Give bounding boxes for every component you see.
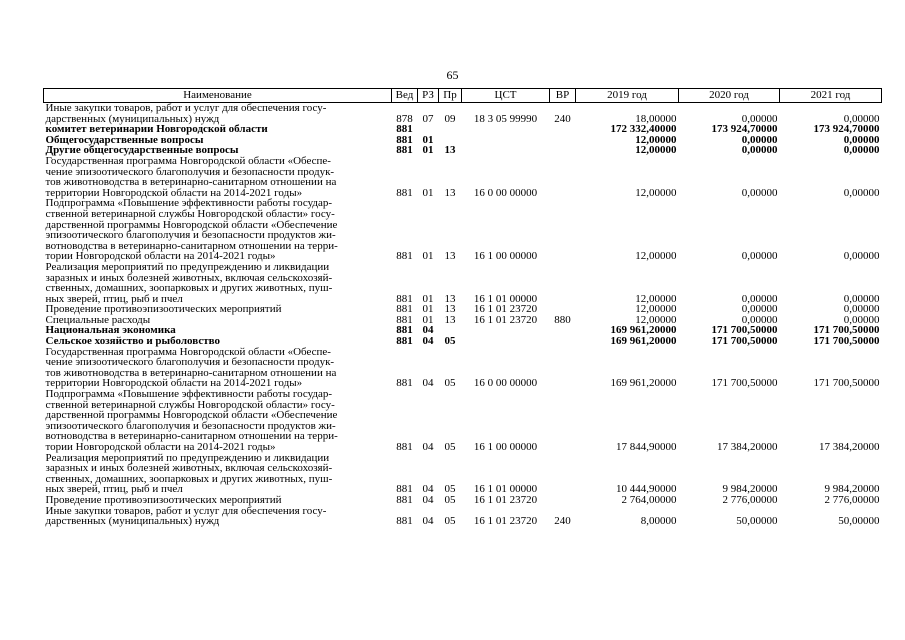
cell-vr <box>550 156 576 198</box>
cell-name: Реализация мероприятий по предупреждению и ликвидации заразных и иных болезней животных, включая сельскохозяй- ственных, домашних, зоопарковых и других животных, пуш- ных зверей, птиц, рыб и пчел <box>45 451 333 496</box>
cell-cst <box>462 135 550 146</box>
cell-vr <box>550 124 576 135</box>
cell-rz: 04 <box>422 483 434 496</box>
cell-2019: 12,00000 <box>635 133 677 146</box>
table-body <box>44 103 882 527</box>
cell-ved: 881 <box>396 292 413 305</box>
cell-2020: 171 700,50000 <box>711 335 778 348</box>
budget-table <box>43 88 882 527</box>
cell-pr <box>439 124 462 135</box>
cell-2021: 0,00000 <box>843 112 880 125</box>
cell-ved: 881 <box>396 441 413 453</box>
cell-2020: 0,00000 <box>741 186 778 199</box>
header-pr: Пр <box>439 89 462 103</box>
cell-2020: 171 700,50000 <box>711 324 778 337</box>
cell-rz: 04 <box>422 335 434 348</box>
table-header-row <box>44 89 882 103</box>
cell-name: Государственная программа Новгородской области «Обеспе- чение эпизоотического благополучия и безопасности продук- тов животноводства в ветеринарно-санитарном отношении на территории Новгородской области на 2014-2021 годы» <box>45 154 337 199</box>
cell-rz: 01 <box>422 303 434 316</box>
cell-2021: 2 776,00000 <box>824 493 880 506</box>
cell-name: Специальные расходы <box>45 313 151 326</box>
cell-cst: 16 1 01 23720 <box>473 313 538 326</box>
cell-vr <box>550 347 576 389</box>
cell-pr: 09 <box>444 112 456 125</box>
cell-cst <box>462 325 550 336</box>
cell-2019: 169 961,20000 <box>610 324 677 337</box>
cell-2019: 169 961,20000 <box>610 377 677 390</box>
cell-pr: 05 <box>444 335 456 348</box>
header-vr: ВР <box>550 89 576 103</box>
cell-2021: 171 700,50000 <box>813 335 880 348</box>
cell-rz: 01 <box>422 292 434 305</box>
cell-rz: 04 <box>422 324 434 337</box>
cell-2021: 171 700,50000 <box>813 324 880 337</box>
page-number: 65 <box>446 68 459 82</box>
cell-ved: 881 <box>396 335 413 348</box>
cell-2020: 0,00000 <box>741 303 778 316</box>
cell-2019: 2 764,00000 <box>621 493 677 506</box>
cell-cst: 16 1 01 00000 <box>473 292 538 305</box>
table-row <box>44 495 882 506</box>
cell-vr <box>550 145 576 156</box>
cell-ved: 881 <box>396 250 413 263</box>
header-rz: РЗ <box>418 89 439 103</box>
cell-2020: 0,00000 <box>741 250 778 263</box>
cell-ved: 881 <box>396 313 413 326</box>
cell-vr: 240 <box>554 515 571 528</box>
cell-name: Подпрограмма «Повышение эффективности работы государ- ственной ветеринарной службы Новгородской области» госу- дарственной программы Новгородской области «Обеспечение эпизоотического благополучия и безопасности продуктов жи- вотноводства в ветеринарно-санитарном отношении на терри- тории Новгородской области на 2014-2021 годы» <box>45 388 338 453</box>
cell-2019: 169 961,20000 <box>610 335 677 348</box>
table-row <box>44 389 882 453</box>
cell-vr <box>550 135 576 146</box>
cell-ved: 881 <box>396 303 413 316</box>
cell-2021: 17 384,20000 <box>819 441 880 453</box>
cell-name: Сельское хозяйство и рыболовство <box>45 335 220 348</box>
cell-name: Проведение противоэпизоотических мероприятий <box>45 303 282 316</box>
cell-rz: 04 <box>422 493 434 506</box>
cell-2021: 0,00000 <box>843 186 880 199</box>
cell-2020: 9 984,20000 <box>722 483 778 496</box>
cell-pr: 13 <box>444 303 456 316</box>
cell-ved: 878 <box>396 112 413 125</box>
cell-pr: 13 <box>444 313 456 326</box>
cell-cst: 16 0 00 00000 <box>473 186 538 199</box>
cell-2021: 173 924,70000 <box>813 123 880 136</box>
cell-rz: 01 <box>422 250 434 263</box>
cell-cst: 16 0 00 00000 <box>473 377 538 390</box>
cell-2021: 171 700,50000 <box>813 377 880 390</box>
cell-ved: 881 <box>396 377 413 390</box>
header-cst: ЦСТ <box>462 89 550 103</box>
cell-vr <box>550 336 576 347</box>
cell-2020: 2 776,00000 <box>722 493 778 506</box>
cell-pr: 05 <box>444 493 456 506</box>
cell-ved: 881 <box>396 133 413 146</box>
cell-pr: 05 <box>444 483 456 496</box>
cell-pr: 05 <box>444 377 456 390</box>
header-name: Наименование <box>44 89 392 103</box>
cell-2020: 171 700,50000 <box>711 377 778 390</box>
cell-2019: 12,00000 <box>635 144 677 157</box>
cell-pr: 05 <box>444 515 456 528</box>
cell-vr: 880 <box>554 313 571 326</box>
cell-2019: 12,00000 <box>635 292 677 305</box>
cell-rz: 04 <box>422 377 434 390</box>
cell-pr: 13 <box>444 250 456 263</box>
cell-vr <box>550 325 576 336</box>
cell-ved: 881 <box>396 324 413 337</box>
cell-rz: 01 <box>422 133 434 146</box>
cell-2021: 0,00000 <box>843 292 880 305</box>
cell-name: Государственная программа Новгородской области «Обеспе- чение эпизоотического благополучия и безопасности продук- тов животноводства в ветеринарно-санитарном отношении на территории Новгородской области на 2014-2021 годы» <box>45 345 337 390</box>
cell-name: Подпрограмма «Повышение эффективности работы государ- ственной ветеринарной службы Новгородской области» госу- дарственной программы Новгородской области «Обеспечение эпизоотического благополучия и безопасности продуктов жи- вотноводства в ветеринарно-санитарном отношении на терри- тории Новгородской области на 2014-2021 годы» <box>45 197 338 263</box>
cell-2021: 0,00000 <box>843 303 880 316</box>
cell-2021: 0,00000 <box>843 313 880 326</box>
cell-2019: 12,00000 <box>635 250 677 263</box>
cell-rz: 04 <box>422 515 434 528</box>
cell-ved: 881 <box>396 483 413 496</box>
table-row <box>44 198 882 262</box>
cell-cst: 16 1 01 23720 <box>473 515 538 528</box>
cell-vr: 240 <box>554 112 571 125</box>
cell-ved: 881 <box>396 144 413 157</box>
cell-2020: 50,00000 <box>736 515 778 528</box>
cell-ved: 881 <box>396 123 413 136</box>
cell-2019: 10 444,90000 <box>616 483 677 496</box>
table-row <box>44 506 882 527</box>
cell-2020: 0,00000 <box>741 292 778 305</box>
cell-name: Реализация мероприятий по предупреждению и ликвидации заразных и иных болезней животных, включая сельскохозяй- ственных, домашних, зоопарковых и других животных, пуш- ных зверей, птиц, рыб и пчел <box>45 260 333 305</box>
cell-2020: 0,00000 <box>741 313 778 326</box>
cell-2021: 9 984,20000 <box>824 483 880 496</box>
cell-2020: 173 924,70000 <box>711 123 778 136</box>
cell-name: Другие общегосударственные вопросы <box>45 144 239 157</box>
cell-2019: 172 332,40000 <box>610 123 677 136</box>
cell-2020: 0,00000 <box>741 144 778 157</box>
cell-name: Национальная экономика <box>45 324 176 337</box>
cell-name: Иные закупки товаров, работ и услуг для обеспечения госу- дарственных (муниципальных) нужд <box>45 504 327 528</box>
cell-2019: 12,00000 <box>635 303 677 316</box>
cell-2020: 0,00000 <box>741 112 778 125</box>
cell-name: Общегосударственные вопросы <box>45 133 204 146</box>
cell-cst: 16 1 01 23720 <box>473 303 538 316</box>
cell-vr <box>550 389 576 453</box>
cell-vr <box>550 495 576 506</box>
cell-vr <box>550 198 576 262</box>
cell-ved: 881 <box>396 186 413 199</box>
cell-ved: 881 <box>396 515 413 528</box>
cell-2020: 0,00000 <box>741 133 778 146</box>
cell-pr: 13 <box>444 186 456 199</box>
cell-2019: 8,00000 <box>640 515 677 528</box>
cell-2019: 12,00000 <box>635 186 677 199</box>
cell-ved: 881 <box>396 493 413 506</box>
cell-name: Проведение противоэпизоотических мероприятий <box>45 493 282 506</box>
cell-2021: 0,00000 <box>843 144 880 157</box>
cell-cst <box>462 124 550 135</box>
cell-2021: 50,00000 <box>838 515 880 528</box>
table-row <box>44 347 882 389</box>
header-ved: Вед <box>392 89 418 103</box>
cell-cst: 16 1 00 00000 <box>473 250 538 263</box>
cell-2021: 0,00000 <box>843 250 880 263</box>
table-row <box>44 156 882 198</box>
cell-rz: 01 <box>422 186 434 199</box>
cell-2020: 17 384,20000 <box>717 441 778 453</box>
cell-pr: 13 <box>444 144 456 157</box>
cell-cst <box>462 336 550 347</box>
cell-cst: 16 1 01 00000 <box>473 483 538 496</box>
cell-pr: 13 <box>444 292 456 305</box>
header-2021: 2021 год <box>780 89 882 103</box>
cell-pr: 05 <box>444 441 456 453</box>
header-2020: 2020 год <box>679 89 780 103</box>
cell-rz: 07 <box>422 112 434 125</box>
cell-2019: 18,00000 <box>635 112 677 125</box>
cell-rz: 01 <box>422 144 434 157</box>
cell-cst <box>462 145 550 156</box>
cell-2019: 17 844,90000 <box>616 441 677 453</box>
cell-2019: 12,00000 <box>635 313 677 326</box>
table-row <box>44 262 882 304</box>
table-row <box>44 103 882 125</box>
cell-2021: 0,00000 <box>843 133 880 146</box>
table-row <box>44 453 882 495</box>
header-2019: 2019 год <box>576 89 679 103</box>
cell-cst: 16 1 00 00000 <box>473 441 538 453</box>
cell-rz: 01 <box>422 313 434 326</box>
cell-name: Иные закупки товаров, работ и услуг для обеспечения госу- дарственных (муниципальных) нужд <box>45 102 327 125</box>
cell-cst: 18 3 05 99990 <box>473 112 538 125</box>
cell-rz: 04 <box>422 441 434 453</box>
cell-vr <box>550 262 576 304</box>
cell-name: комитет ветеринарии Новгородской области <box>45 123 268 136</box>
cell-cst: 16 1 01 23720 <box>473 493 538 506</box>
cell-vr <box>550 453 576 495</box>
